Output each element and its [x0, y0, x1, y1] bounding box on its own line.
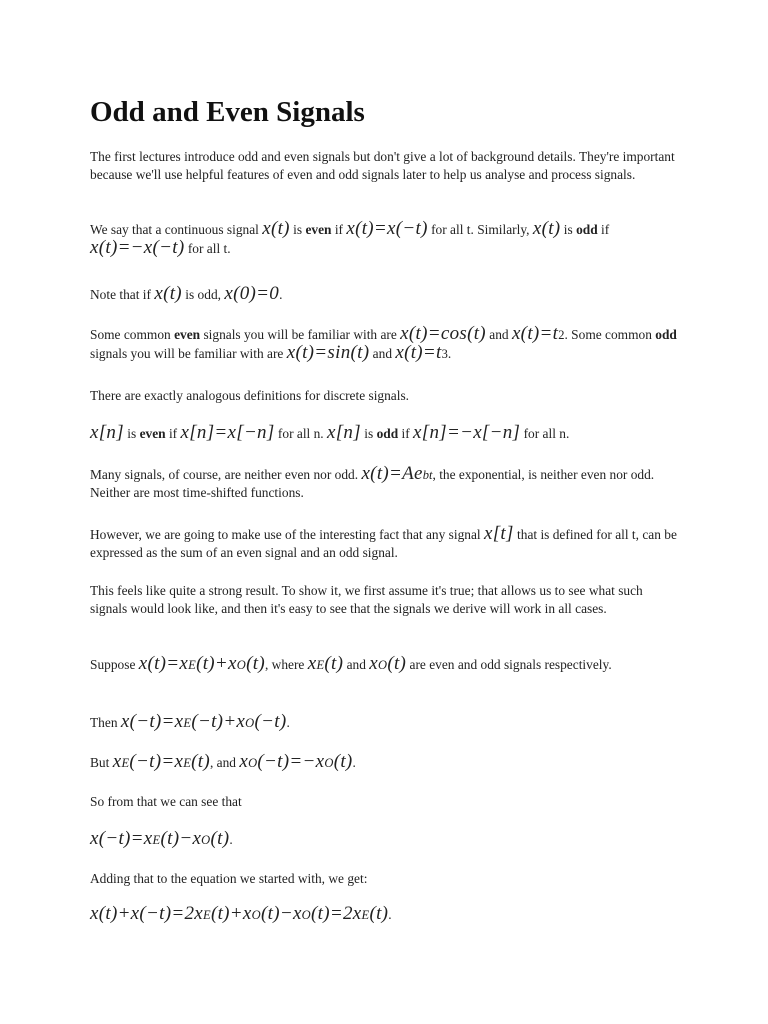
suppose-paragraph: Suppose x(t)=xE(t)+xO(t), where xE(t) and xO(t) are even and odd signals respectively. — [90, 653, 612, 674]
but-paragraph: But xE(−t)=xE(t), and xO(−t)=−xO(t). — [90, 751, 356, 772]
discrete-definition-paragraph: x[n] is even if x[n]=x[−n] for all n. x[n] is odd if x[n]=−x[−n] for all n. — [90, 422, 570, 443]
equation-odd-part: x(−t)=xE(t)−xO(t). — [90, 828, 233, 849]
intro-paragraph: The first lectures introduce odd and even signals but don't give a lot of background details. They're important because we'll use helpful features of even and odd signals later to help us analyse and process signals. — [90, 149, 675, 182]
page-title: Odd and Even Signals — [90, 96, 365, 128]
note-paragraph: Note that if x(t) is odd, x(0)=0. — [90, 283, 283, 304]
common-signals-paragraph: Some common even signals you will be familiar with are x(t)=cos(t) and x(t)=t2. Some common odd signals you will be familiar with are x(t)=sin(t) and x(t)=t3. — [90, 323, 677, 363]
then-paragraph: Then x(−t)=xE(−t)+xO(−t). — [90, 711, 290, 732]
decomposition-paragraph: However, we are going to make use of the interesting fact that any signal x[t] that is defined for all t, can be expressed as the sum of an even signal and an odd signal. — [90, 523, 677, 560]
neither-paragraph: Many signals, of course, are neither even nor odd. x(t)=Aebt, the exponential, is neither even nor odd. Neither are most time-shifted functions. — [90, 463, 655, 500]
so-paragraph: So from that we can see that — [90, 794, 242, 809]
definition-paragraph: We say that a continuous signal x(t) is even if x(t)=x(−t) for all t. Similarly, x(t) is odd if x(t)=−x(−t) for all t. — [90, 218, 610, 258]
adding-paragraph: Adding that to the equation we started with, we get: — [90, 871, 368, 886]
discrete-intro-paragraph: There are exactly analogous definitions for discrete signals. — [90, 388, 410, 403]
strong-result-paragraph: This feels like quite a strong result. To show it, we first assume it's true; that allows us to see what such signals would look like, and then it's easy to see that the signals we derive will work in all cases. — [90, 583, 643, 616]
equation-sum: x(t)+x(−t)=2xE(t)+xO(t)−xO(t)=2xE(t). — [90, 903, 392, 924]
